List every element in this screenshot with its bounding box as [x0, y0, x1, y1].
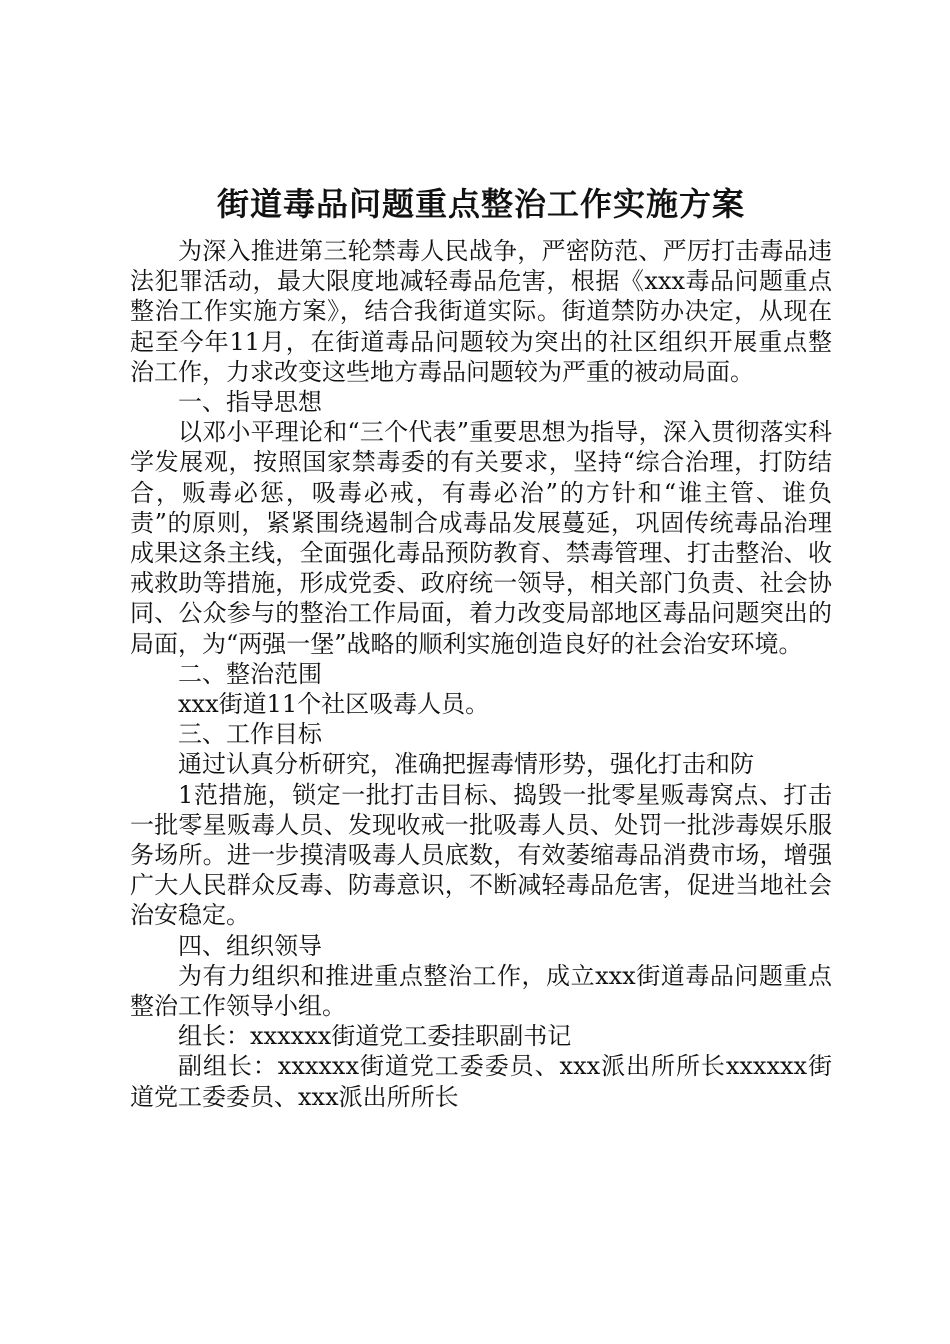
- section-3-heading: 三、工作目标: [178, 720, 322, 749]
- document-page: [130, 180, 832, 1112]
- section-2-heading: 二、整治范围: [178, 659, 322, 688]
- section-1-heading: 一、指导思想: [178, 388, 322, 417]
- section-3-paragraph-b: 1范措施，锁定一批打击目标、捣毁一批零星贩毒窝点、打击一批零星贩毒人员、发现收戒一批吸毒人员、处罚一批涉毒娱乐服务场所。进一步摸清吸毒人员底数，有效萎缩毒品消费市场，增强广大人民群众反毒、防毒意识，不断减轻毒品危害，促进当地社会治安稳定。: [130, 780, 832, 930]
- section-3-paragraph-a: 通过认真分析研究，准确把握毒情形势，强化打击和防: [178, 750, 754, 779]
- section-4-heading: 四、组织领导: [178, 931, 322, 960]
- intro-paragraph: 为深入推进第三轮禁毒人民战争，严密防范、严厉打击毒品违法犯罪活动，最大限度地减轻毒品危害，根据《xxx毒品问题重点整治工作实施方案》，结合我街道实际。街道禁防办决定，从现在起至今年11月，在街道毒品问题较为突出的社区组织开展重点整治工作，力求改变这些地方毒品问题较为严重的被动局面。: [130, 237, 832, 386]
- section-4-paragraph: 为有力组织和推进重点整治工作，成立xxx街道毒品问题重点整治工作领导小组。: [130, 961, 832, 1021]
- document-title: 街道毒品问题重点整治工作实施方案: [216, 185, 745, 223]
- section-2-paragraph: xxx街道11个社区吸毒人员。: [178, 690, 490, 719]
- leader-line: 组长：xxxxxx街道党工委挂职副书记: [178, 1022, 572, 1051]
- section-1-paragraph: 以邓小平理论和“三个代表”重要思想为指导，深入贯彻落实科学发展观，按照国家禁毒委的有关要求，坚持“综合治理，打防结合，贩毒必惩，吸毒必戒，有毒必治”的方针和“谁主管、谁负责”的原则，紧紧围绕遏制合成毒品发展蔓延，巩固传统毒品治理成果这条主线，全面强化毒品预防教育、禁毒管理、打击整治、收戒救助等措施，形成党委、政府统一领导，相关部门负责、社会协同、公众参与的整治工作局面，着力改变局部地区毒品问题突出的局面，为“两强一堡”战略的顺利实施创造良好的社会治安环境。: [130, 418, 832, 658]
- deputy-leader-line: 副组长：xxxxxx街道党工委委员、xxx派出所所长xxxxxx街道党工委委员、xxx派出所所长: [130, 1052, 832, 1111]
